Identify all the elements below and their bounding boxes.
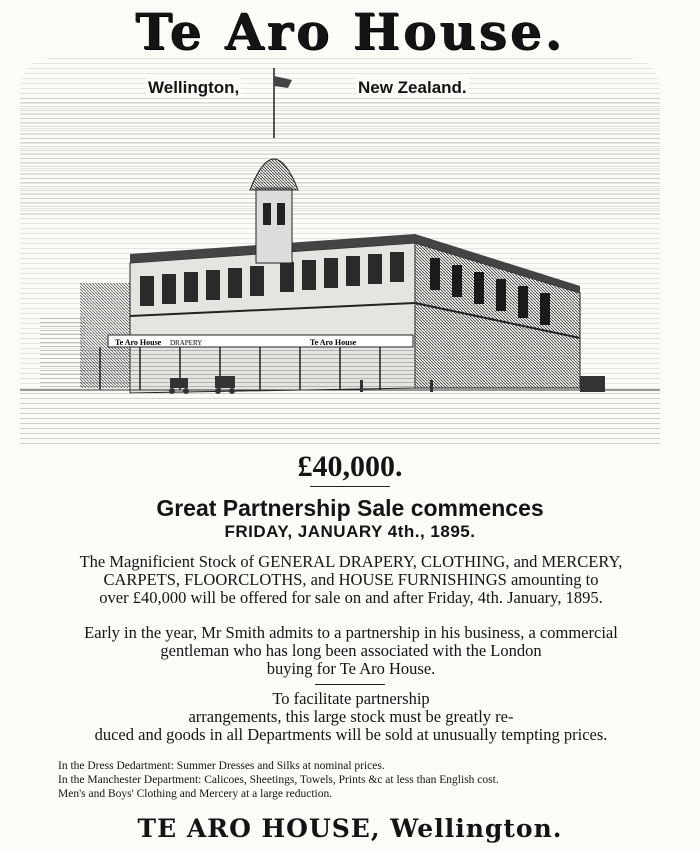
partner-line-2: gentleman who has long been associated with the London xyxy=(160,641,542,660)
stock-line-1: The Magnificient Stock of GENERAL DRAPERY, CLOTHING, and MERCERY, xyxy=(79,552,623,571)
department-clothing: Men's and Boys' Clothing and Mercery at a large reduction. xyxy=(58,788,333,800)
stock-paragraph xyxy=(6,553,696,607)
stock-line-3: over £40,000 will be offered for sale on and after Friday, 4th. January, 1895. xyxy=(99,588,603,607)
location-country: New Zealand. xyxy=(358,78,467,97)
building-illustration xyxy=(20,58,660,444)
partner-line-1: Early in the year, Mr Smith admits to a partnership in his business, a commercial xyxy=(84,623,618,642)
te-aro-house-engraving xyxy=(20,58,660,444)
price-headline: £40,000. xyxy=(297,450,403,483)
facilitate-line-1: To facilitate partnership xyxy=(272,689,430,708)
department-dress: In the Dress Dedartment: Summer Dresses and Silks at nominal prices. xyxy=(58,760,385,772)
facilitate-paragraph xyxy=(6,690,696,744)
advert-title: Te Aro House. xyxy=(135,2,565,61)
divider-1 xyxy=(310,486,390,487)
sign-drapery: DRAPERY xyxy=(170,339,203,347)
facilitate-line-2: arrangements, this large stock must be greatly re- xyxy=(188,707,514,726)
stock-line-2: CARPETS, FLOORCLOTHS, and HOUSE FURNISHINGS amounting to xyxy=(103,570,599,589)
footer-signature: TE ARO HOUSE, Wellington. xyxy=(137,814,563,843)
sale-headline: Great Partnership Sale commences xyxy=(156,495,544,521)
partner-paragraph xyxy=(6,624,696,678)
department-manchester: In the Manchester Department: Calicoes, Sheetings, Towels, Prints &c at less than English cost. xyxy=(58,774,499,786)
partner-line-3: buying for Te Aro House. xyxy=(266,659,436,678)
sign-te-aro-house-left: Te Aro House xyxy=(115,338,162,347)
facilitate-line-3: duced and goods in all Departments will be sold at unusually tempting prices. xyxy=(94,725,608,744)
sale-date: FRIDAY, JANUARY 4th., 1895. xyxy=(224,522,476,541)
divider-2 xyxy=(315,684,385,685)
location-city: Wellington, xyxy=(148,78,240,97)
sign-te-aro-house-right: Te Aro House xyxy=(310,338,357,347)
